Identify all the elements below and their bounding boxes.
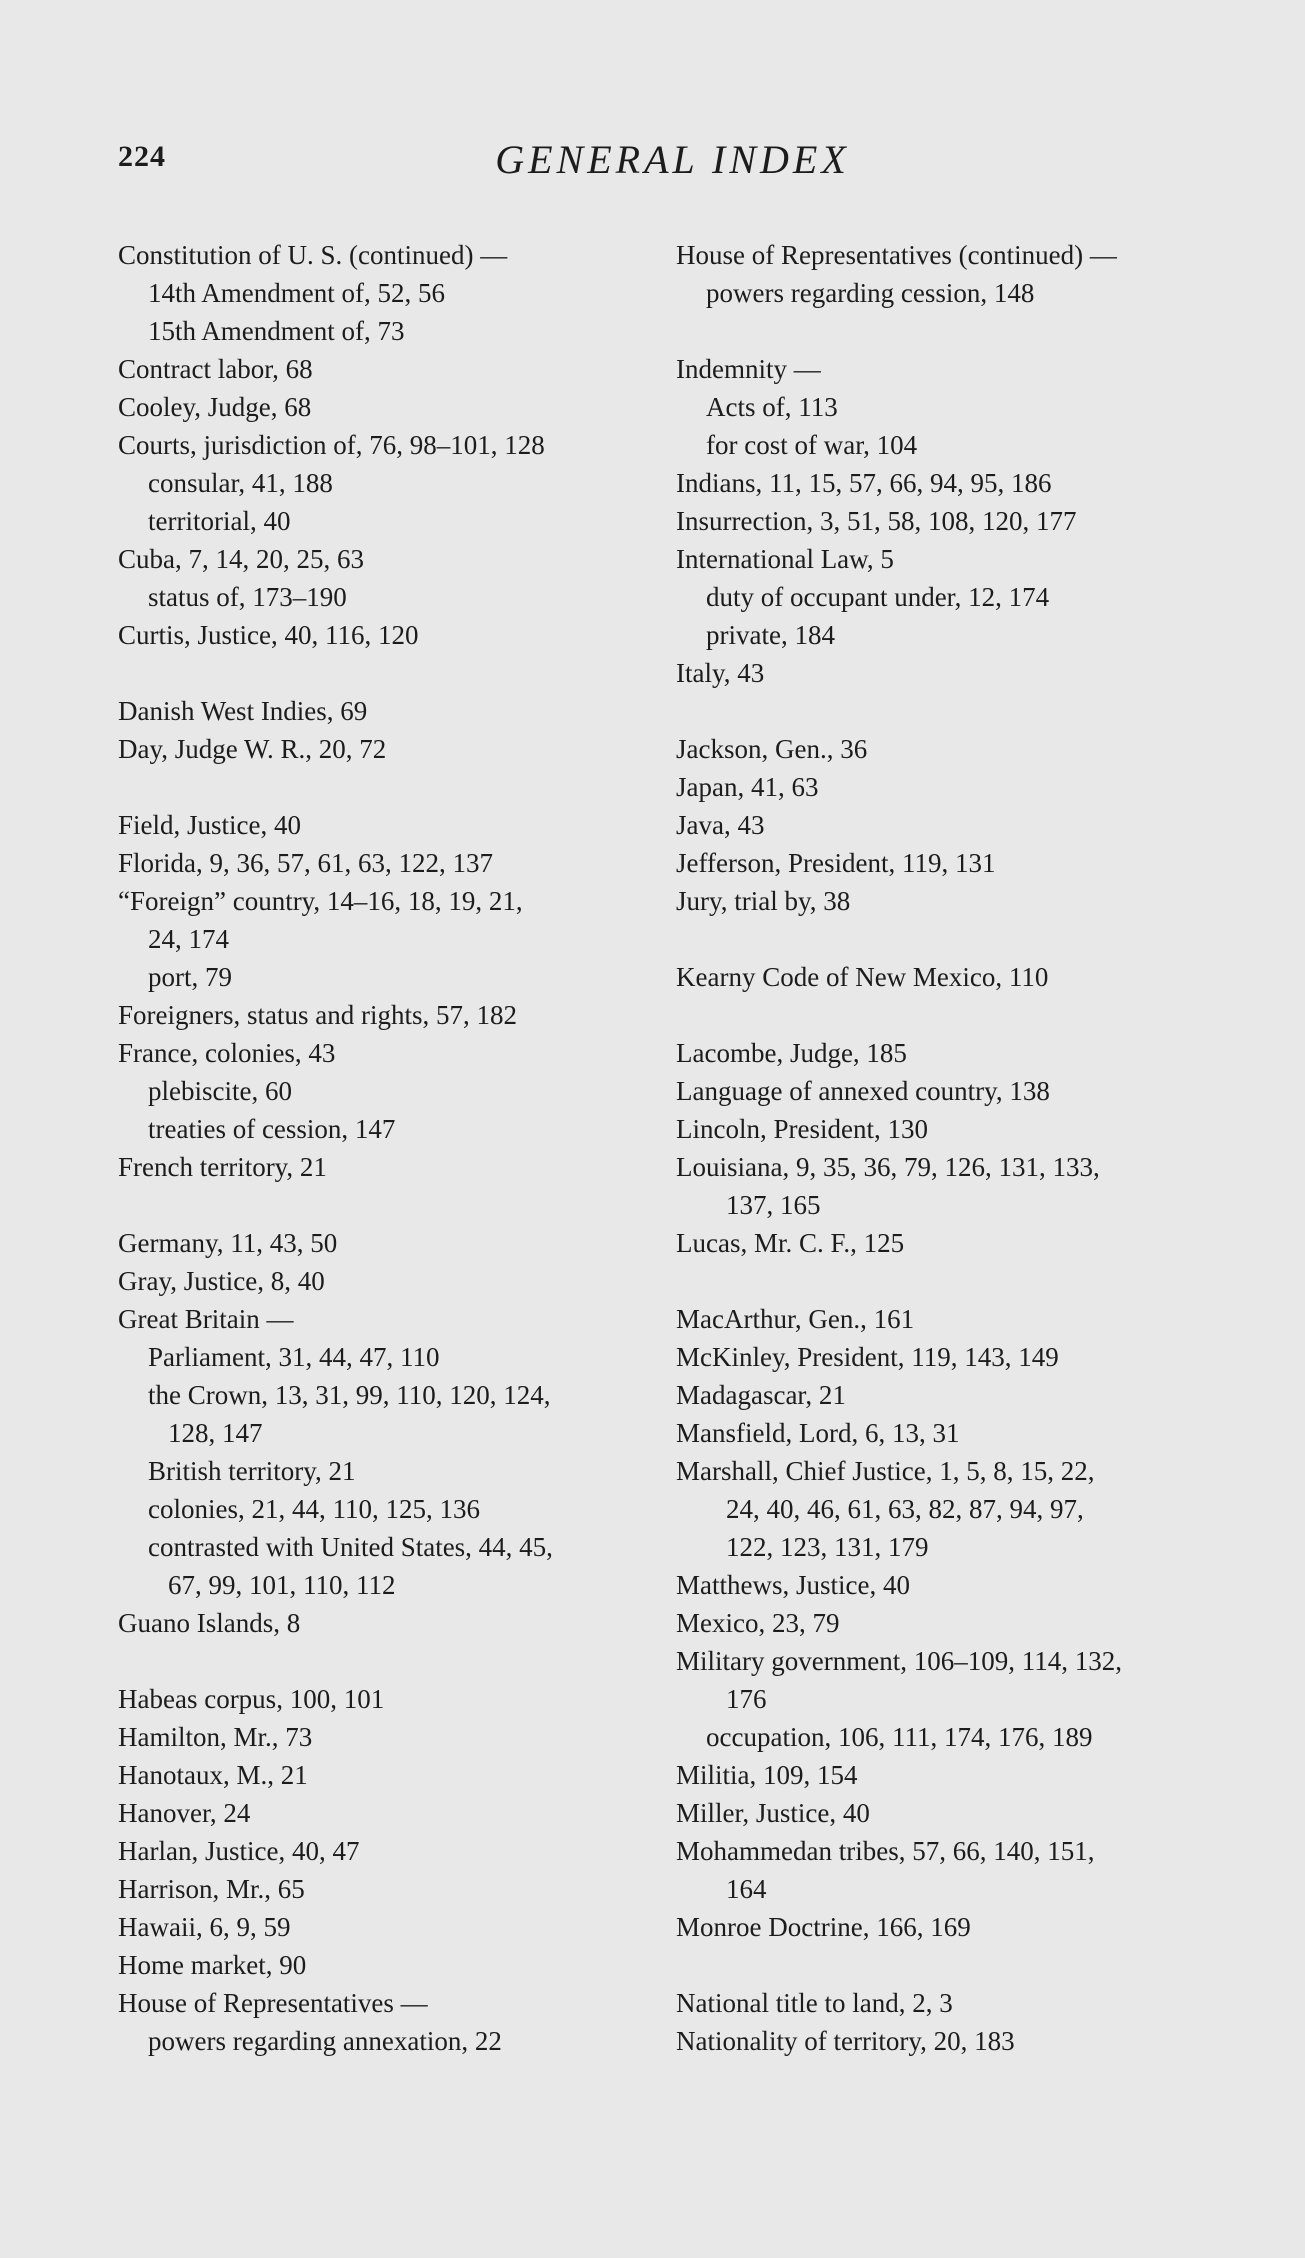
index-entry: Louisiana, 9, 35, 36, 79, 126, 131, 133, [676,1152,1100,1182]
index-subentry: 14th Amendment of, 52, 56 [148,278,445,308]
index-entry: Home market, 90 [118,1950,307,1980]
index-entry: Foreigners, status and rights, 57, 182 [118,1000,517,1030]
index-entry: Militia, 109, 154 [676,1760,858,1790]
index-spacer [118,768,658,806]
index-entry: Java, 43 [676,810,765,840]
index-entry: Cuba, 7, 14, 20, 25, 63 [118,544,364,574]
index-subentry: 24, 40, 46, 61, 63, 82, 87, 94, 97, [726,1494,1084,1524]
index-entry: Madagascar, 21 [676,1380,846,1410]
index-entry: House of Representatives — [118,1988,428,2018]
index-entry: McKinley, President, 119, 143, 149 [676,1342,1059,1372]
index-entry: Lacombe, Judge, 185 [676,1038,907,1068]
index-spacer [676,996,1236,1034]
index-entry: National title to land, 2, 3 [676,1988,953,2018]
index-entry: Harlan, Justice, 40, 47 [118,1836,360,1866]
index-entry: Great Britain — [118,1304,294,1334]
index-entry: Harrison, Mr., 65 [118,1874,305,1904]
index-subentry: Parliament, 31, 44, 47, 110 [148,1342,440,1372]
index-entry: International Law, 5 [676,544,894,574]
index-entry: Jackson, Gen., 36 [676,734,868,764]
index-subentry: for cost of war, 104 [706,430,918,460]
index-entry: Field, Justice, 40 [118,810,301,840]
index-entry: Indemnity — [676,354,821,384]
index-entry: Miller, Justice, 40 [676,1798,870,1828]
index-subentry: contrasted with United States, 44, 45, [148,1532,553,1562]
index-subentry: 164 [726,1874,767,1904]
index-entry: Hamilton, Mr., 73 [118,1722,313,1752]
index-entry: “Foreign” country, 14–16, 18, 19, 21, [118,886,523,916]
index-entry: Curtis, Justice, 40, 116, 120 [118,620,419,650]
page-title: GENERAL INDEX [495,137,850,182]
index-entry: French territory, 21 [118,1152,327,1182]
index-subentry: 67, 99, 101, 110, 112 [168,1570,396,1600]
index-entry: Mansfield, Lord, 6, 13, 31 [676,1418,960,1448]
index-spacer [676,312,1236,350]
index-entry: Kearny Code of New Mexico, 110 [676,962,1049,992]
index-entry: Habeas corpus, 100, 101 [118,1684,385,1714]
index-entry: Italy, 43 [676,658,765,688]
index-entry: Japan, 41, 63 [676,772,819,802]
index-entry: Cooley, Judge, 68 [118,392,312,422]
index-subentry: 122, 123, 131, 179 [726,1532,929,1562]
index-subentry: port, 79 [148,962,232,992]
index-entry: Monroe Doctrine, 166, 169 [676,1912,971,1942]
index-entry: Florida, 9, 36, 57, 61, 63, 122, 137 [118,848,493,878]
index-subentry: status of, 173–190 [148,582,347,612]
index-subentry: Acts of, 113 [706,392,838,422]
index-subentry: 176 [726,1684,767,1714]
index-subentry: private, 184 [706,620,835,650]
index-entry: Jury, trial by, 38 [676,886,851,916]
index-entry: Hanotaux, M., 21 [118,1760,308,1790]
index-subentry: the Crown, 13, 31, 99, 110, 120, 124, [148,1380,551,1410]
index-entry: Nationality of territory, 20, 183 [676,2026,1015,2056]
index-spacer [676,1262,1236,1300]
index-subentry: powers regarding annexation, 22 [148,2026,502,2056]
index-entry: Lincoln, President, 130 [676,1114,928,1144]
index-entry: Mohammedan tribes, 57, 66, 140, 151, [676,1836,1095,1866]
index-entry: Gray, Justice, 8, 40 [118,1266,325,1296]
index-spacer [118,1186,658,1224]
index-subentry: territorial, 40 [148,506,291,536]
index-column-left [118,236,658,2060]
index-entry: Matthews, Justice, 40 [676,1570,910,1600]
index-spacer [676,1946,1236,1984]
index-subentry: 15th Amendment of, 73 [148,316,405,346]
index-entry: Guano Islands, 8 [118,1608,301,1638]
index-entry: House of Representatives (continued) — [676,240,1117,270]
index-spacer [118,654,658,692]
index-subentry: powers regarding cession, 148 [706,278,1035,308]
index-entry: Marshall, Chief Justice, 1, 5, 8, 15, 22, [676,1456,1095,1486]
index-entry: Constitution of U. S. (continued) — [118,240,508,270]
index-spacer [118,1642,658,1680]
index-subentry: 128, 147 [168,1418,263,1448]
index-spacer [676,920,1236,958]
index-subentry: treaties of cession, 147 [148,1114,396,1144]
index-subentry: plebiscite, 60 [148,1076,292,1106]
index-subentry: 24, 174 [148,924,229,954]
index-entry: Insurrection, 3, 51, 58, 108, 120, 177 [676,506,1077,536]
index-entry: Hawaii, 6, 9, 59 [118,1912,291,1942]
index-entry: Hanover, 24 [118,1798,251,1828]
index-entry: France, colonies, 43 [118,1038,336,1068]
index-entry: Mexico, 23, 79 [676,1608,840,1638]
index-subentry: British territory, 21 [148,1456,356,1486]
index-subentry: duty of occupant under, 12, 174 [706,582,1050,612]
index-subentry: occupation, 106, 111, 174, 176, 189 [706,1722,1093,1752]
index-entry: Day, Judge W. R., 20, 72 [118,734,387,764]
index-subentry: 137, 165 [726,1190,821,1220]
index-column-right [676,236,1236,2060]
index-entry: Germany, 11, 43, 50 [118,1228,338,1258]
index-entry: Courts, jurisdiction of, 76, 98–101, 128 [118,430,545,460]
index-subentry: colonies, 21, 44, 110, 125, 136 [148,1494,480,1524]
page-number: 224 [118,140,166,173]
index-entry: Contract labor, 68 [118,354,313,384]
index-entry: MacArthur, Gen., 161 [676,1304,915,1334]
index-entry: Indians, 11, 15, 57, 66, 94, 95, 186 [676,468,1052,498]
index-entry: Language of annexed country, 138 [676,1076,1050,1106]
index-entry: Military government, 106–109, 114, 132, [676,1646,1122,1676]
index-entry: Lucas, Mr. C. F., 125 [676,1228,905,1258]
index-subentry: consular, 41, 188 [148,468,333,498]
index-entry: Jefferson, President, 119, 131 [676,848,996,878]
index-spacer [676,692,1236,730]
index-entry: Danish West Indies, 69 [118,696,368,726]
